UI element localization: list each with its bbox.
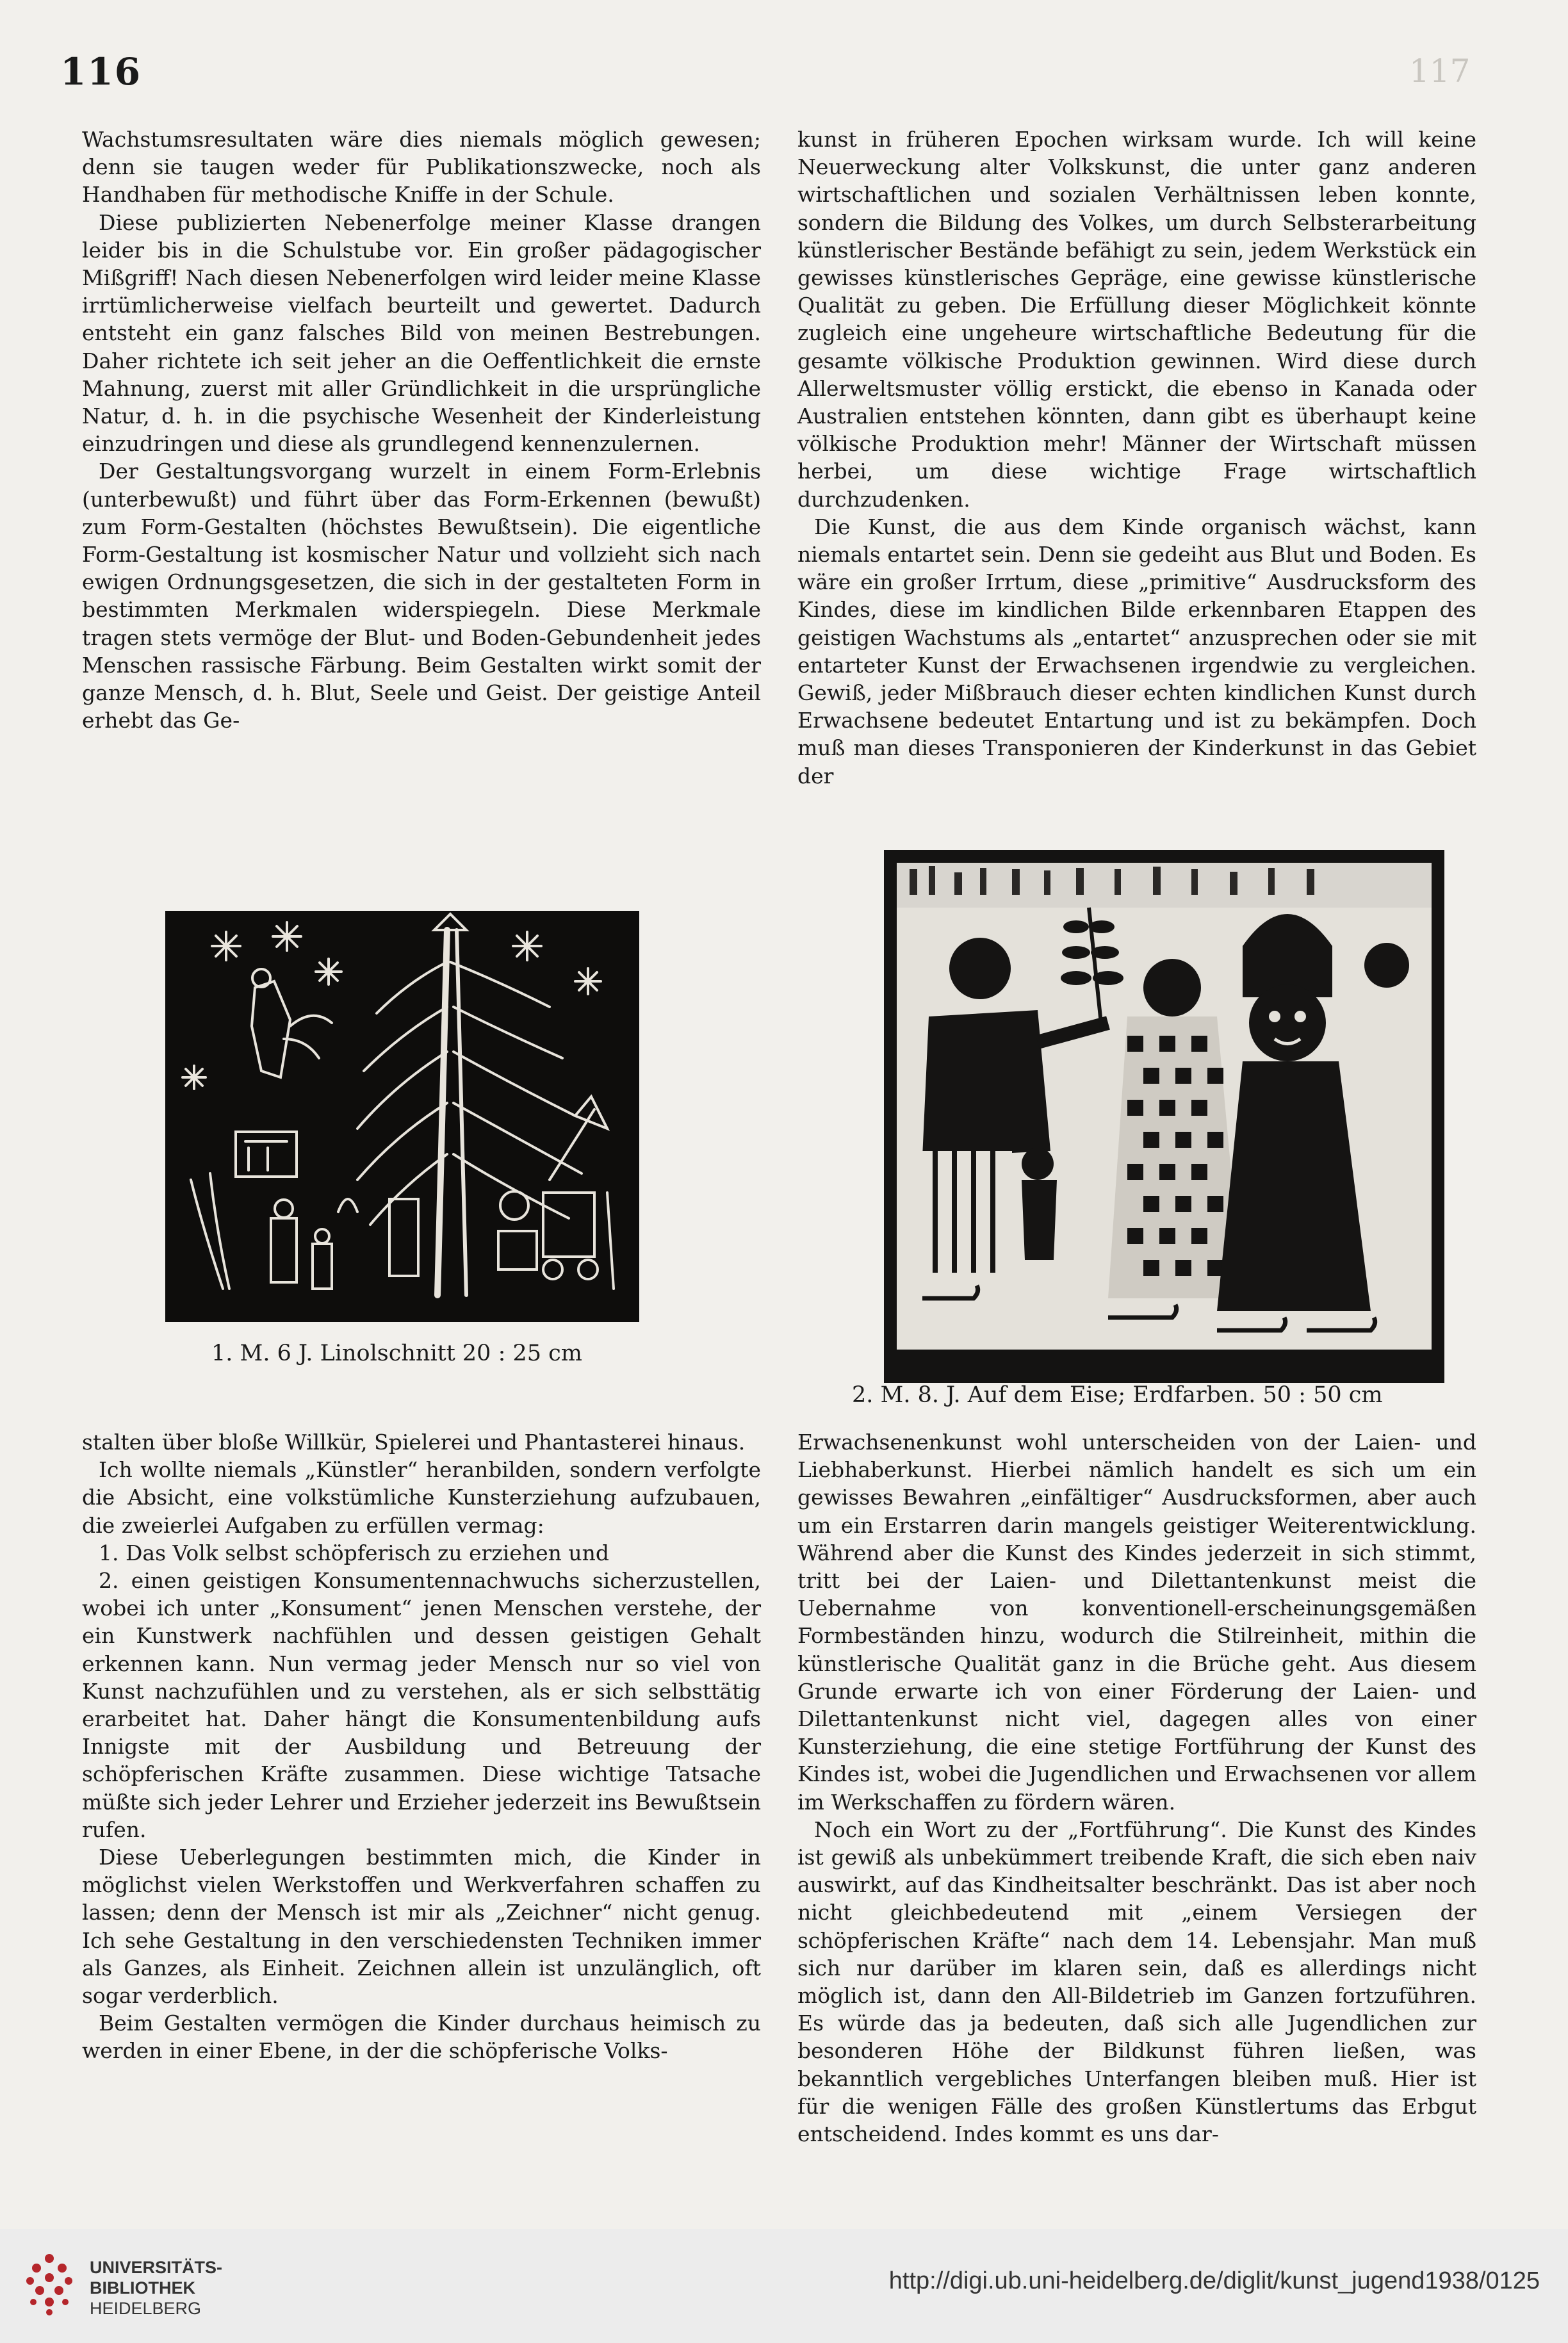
- linocut-image: [165, 911, 639, 1322]
- paragraph: Beim Gestalten vermögen die Kinder durchaus heimisch zu werden in einer Ebene, in der die schöpferische Volks-: [82, 2011, 761, 2064]
- paragraph: Ich wollte niemals „Künstler“ heranbilden, sondern verfolgte die Absicht, eine volkstümliche Kunsterziehung aufzubauen, die zweierlei Aufgaben zu erfüllen vermag:: [82, 1457, 761, 1538]
- paragraph: stalten über bloße Willkür, Spielerei und Phantasterei hinaus.: [82, 1430, 746, 1455]
- figure-caption: 1. M. 6 J. Linolschnitt 20 : 25 cm: [211, 1341, 582, 1366]
- page-number: 116: [60, 50, 142, 94]
- figure-caption: 2. M. 8. J. Auf dem Eise; Erdfarben. 50 : 50 cm: [852, 1382, 1383, 1408]
- figure-linocut: [165, 911, 639, 1322]
- painting-image: [884, 850, 1444, 1383]
- library-logo-icon: [20, 2252, 78, 2319]
- text-column-top-left: [82, 126, 761, 830]
- paragraph: Noch ein Wort zu der „Fortführung“. Die Kunst des Kindes ist gewiß als unbekümmert treibende Kraft, die sich eben naiv auswirkt, auf das Kindheitsalter beschränkt. Das ist aber noch nicht gleichbedeutend mit „einem Versiegen der schöpferischen Kräfte“ nach dem 14. Lebensjahr. Man muß sich nur darüber im klaren sein, daß es allerdings nicht möglich ist, dann den All-Bildetrieb im Ganzen fortzuführen. Es würde das ja bedeuten, daß sich alle Jugendlichen zur besonderen Höhe der Bildkunst führen ließen, was bekanntlich vergebliches Unterfangen bleiben muß. Hier ist für die wenigen Fälle des großen Künstlertums das Erbgut entscheidend. Indes kommt es uns dar-: [797, 1816, 1476, 2147]
- permalink-url[interactable]: http://digi.ub.uni-heidelberg.de/diglit/kunst_jugend1938/0125: [888, 2267, 1540, 2294]
- text-column-bottom-right: [797, 1428, 1476, 2152]
- library-name-line: HEIDELBERG: [90, 2299, 202, 2318]
- paragraph: Erwachsenenkunst wohl unterscheiden von der Laien- und Liebhaberkunst. Hierbei nämlich handelt es sich um ein gewisses Bewahren „einfältiger“ Ausdrucksformen, aber auch um ein Erstarren darin mangels geistiger Weiterentwicklung. Während aber die Kunst des Kindes jederzeit in sich stimmt, tritt bei der Laien- und Dilettantenkunst meist die Uebernahme von konventionell-erscheinungsgemäßen Formbeständen hinzu, wodurch die Stilreinheit, mithin die künstlerische Qualität ganz in die Brüche geht. Aus diesem Grunde erwarte ich von einer Förderung der Laien- und Dilettantenkunst nicht viel, dagegen alles von einer Kunsterziehung, die eine stetige Fortführung der Kunst des Kindes ist, wobei die Jugendlichen und Erwachsenen vor allem im Werkschaffen zu fördern wären.: [797, 1430, 1476, 1815]
- library-name: [90, 2257, 222, 2319]
- library-name-line: UNIVERSITÄTS-: [90, 2258, 223, 2277]
- text-column-bottom-left: [82, 1428, 761, 2152]
- paragraph: Wachstumsresultaten wäre dies niemals möglich gewesen; denn sie taugen weder für Publikationszwecke, noch als Handhaben für methodische Kniffe in der Schule.: [82, 127, 761, 208]
- list-item: 1. Das Volk selbst schöpferisch zu erziehen und: [99, 1540, 610, 1565]
- digitization-footer: [0, 2229, 1568, 2343]
- paragraph: Diese publizierten Nebenerfolge meiner Klasse drangen leider bis in die Schulstube vor. Ein großer pädagogischer Mißgriff! Nach diesen Nebenerfolgen wird leider meine Klasse irrtümlicherweise vielfach beurteilt und gewertet. Dadurch entsteht ein ganz falsches Bild von meinen Bestrebungen. Daher richtete ich seit jeher an die Oeffentlichkeit die ernste Mahnung, zuerst mit aller Gründlichkeit in die ursprüngliche Natur, d. h. in die psychische Wesenheit der Kinderleistung einzudringen und diese als grundlegend kennenzulernen.: [82, 209, 761, 457]
- paragraph: Diese Ueberlegungen bestimmten mich, die Kinder in möglichst vielen Werkstoffen und Werkverfahren schaffen zu lassen; denn der Mensch ist mir als „Zeichner“ nicht genug. Ich sehe Gestaltung in den verschiedensten Techniken immer als Ganzes, als Einheit. Zeichnen allein ist unzulänglich, oft sogar verderblich.: [82, 1845, 761, 2009]
- list-item: 2. einen geistigen Konsumentennachwuchs sicherzustellen, wobei ich unter „Konsument“ jenen Menschen verstehe, der ein Kunstwerk nachfühlen und dessen geistigen Gehalt erkennen kann. Nun vermag jeder Mensch nur so viel von Kunst nachzufühlen und zu verstehen, als er sich selbsttätig erarbeitet hat. Daher hängt die Konsumentenbildung aufs Innigste mit der Ausbildung und Betreuung der schöpferischen Kräfte zusammen. Diese wichtige Tatsache müßte sich jeder Lehrer und Erzieher jederzeit ins Bewußtsein rufen.: [82, 1568, 761, 1842]
- paragraph: kunst in früheren Epochen wirksam wurde. Ich will keine Neuerweckung alter Volkskunst, die unter ganz anderen wirtschaftlichen und sozialen Verhältnissen leben konnte, sondern die Bildung des Volkes, um durch Selbsterarbeitung künstlerischer Bestände befähigt zu sein, jedem Werkstück ein gewisses künstlerisches Gepräge, eine gewisse künstlerische Qualität zu geben. Die Erfüllung dieser Möglichkeit könnte zugleich eine ungeheure wirtschaftliche Bedeutung für die gesamte völkische Produktion gewinnen. Wird diese durch Allerweltsmuster völlig erstickt, die ebenso in Kanada oder Australien entstehen könnten, dann gibt es überhaupt keine völkische Produktion mehr! Männer der Wirtschaft müssen herbei, um diese wichtige Frage wirtschaftlich durchzudenken.: [797, 127, 1476, 512]
- bleed-through-page-number: 117: [1409, 53, 1471, 90]
- text-column-top-right: [797, 126, 1476, 817]
- paragraph: Die Kunst, die aus dem Kinde organisch wächst, kann niemals entartet sein. Denn sie gedeiht aus Blut und Boden. Es wäre ein großer Irrtum, diese „primitive“ Ausdrucksform des Kindes, diese im kindlichen Bilde erkennbaren Etappen des geistigen Wachstums als „entartet“ anzusprechen oder sie mit entarteter Kunst der Erwachsenen irgendwie zu vergleichen. Gewiß, jeder Mißbrauch dieser echten kindlichen Kunst durch Erwachsene bedeutet Entartung und ist zu bekämpfen. Doch muß man dieses Transponieren der Kinderkunst in das Gebiet der: [797, 514, 1476, 788]
- figure-painting: [884, 850, 1444, 1383]
- paragraph: Der Gestaltungsvorgang wurzelt in einem Form-Erlebnis (unterbewußt) und führt über das Form-Erkennen (bewußt) zum Form-Gestalten (höchstes Bewußtsein). Die eigentliche Form-Gestaltung ist kosmischer Natur und vollzieht sich nach ewigen Ordnungsgesetzen, die sich in der gestalteten Form in bestimmten Merkmalen widerspiegeln. Diese Merkmale tragen stets vermöge der Blut- und Boden-Gebundenheit jedes Menschen rassische Färbung. Beim Gestalten wirkt somit der ganze Mensch, d. h. Blut, Seele und Geist. Der geistige Anteil erhebt das Ge-: [82, 459, 761, 733]
- library-name-line: BIBLIOTHEK: [90, 2278, 195, 2298]
